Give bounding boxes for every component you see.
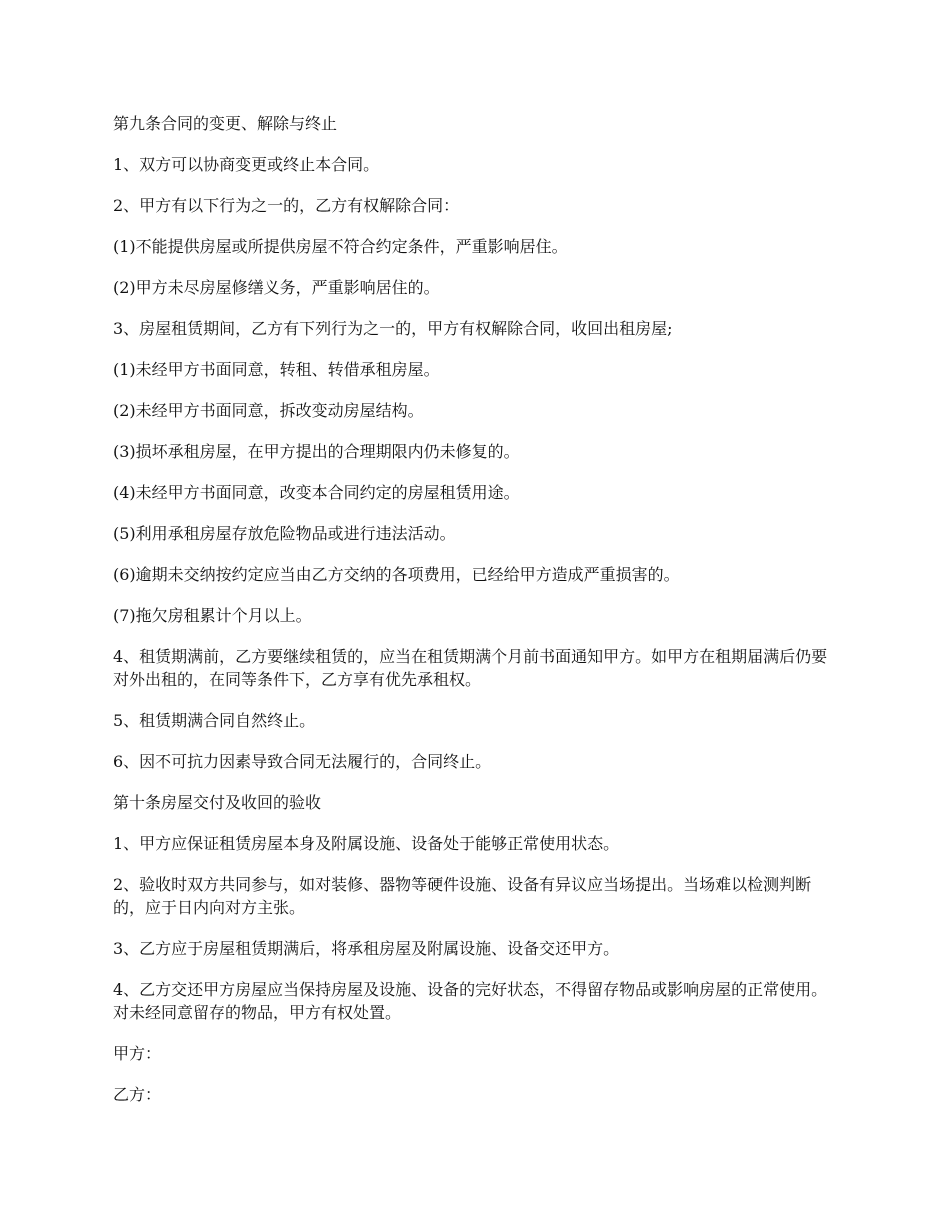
clause-9-3: 3、房屋租赁期间，乙方有下列行为之一的，甲方有权解除合同，收回出租房屋; xyxy=(113,319,673,338)
clause-9-6: 6、因不可抗力因素导致合同无法履行的，合同终止。 xyxy=(113,752,492,771)
clause-10-2: 2、验收时双方共同参与，如对装修、器物等硬件设施、设备有异议应当场提出。当场难以检测判断的，应于日内向对方主张。 xyxy=(113,875,812,917)
clause-10-3: 3、乙方应于房屋租赁期满后，将承租房屋及附属设施、设备交还甲方。 xyxy=(113,939,620,958)
clause-9-2-item-2: (2)甲方未尽房屋修缮义务，严重影响居住的。 xyxy=(113,278,440,297)
clause-9-3-item-3: (3)损坏承租房屋，在甲方提出的合理期限内仍未修复的。 xyxy=(113,442,520,461)
section-heading-article-9: 第九条合同的变更、解除与终止 xyxy=(113,114,338,133)
section-heading-article-10: 第十条房屋交付及收回的验收 xyxy=(113,793,322,812)
clause-9-2-item-1: (1)不能提供房屋或所提供房屋不符合约定条件，严重影响居住。 xyxy=(113,237,568,256)
clause-9-3-item-2: (2)未经甲方书面同意，拆改变动房屋结构。 xyxy=(113,401,424,420)
clause-9-3-item-5: (5)利用承租房屋存放危险物品或进行违法活动。 xyxy=(113,524,456,543)
clause-9-2: 2、甲方有以下行为之一的，乙方有权解除合同： xyxy=(113,196,460,215)
clause-9-3-item-7: (7)拖欠房租累计个月以上。 xyxy=(113,606,312,625)
clause-9-5: 5、租赁期满合同自然终止。 xyxy=(113,711,316,730)
clause-9-3-item-4: (4)未经甲方书面同意，改变本合同约定的房屋租赁用途。 xyxy=(113,483,520,502)
party-a-signature-label: 甲方： xyxy=(113,1044,162,1063)
clause-9-3-item-6: (6)逾期未交纳按约定应当由乙方交纳的各项费用，已经给甲方造成严重损害的。 xyxy=(113,565,680,584)
clause-10-1: 1、甲方应保证租赁房屋本身及附属设施、设备处于能够正常使用状态。 xyxy=(113,834,620,853)
clause-9-4: 4、租赁期满前，乙方要继续租赁的，应当在租赁期满个月前书面通知甲方。如甲方在租期届满后仍要对外出租的，在同等条件下，乙方享有优先承租权。 xyxy=(113,647,828,689)
party-b-signature-label: 乙方： xyxy=(113,1085,162,1104)
document-body xyxy=(113,112,833,1124)
clause-9-1: 1、双方可以协商变更或终止本合同。 xyxy=(113,155,380,174)
clause-10-4: 4、乙方交还甲方房屋应当保持房屋及设施、设备的完好状态，不得留存物品或影响房屋的正常使用。对未经同意留存的物品，甲方有权处置。 xyxy=(113,980,828,1022)
clause-9-3-item-1: (1)未经甲方书面同意，转租、转借承租房屋。 xyxy=(113,360,440,379)
